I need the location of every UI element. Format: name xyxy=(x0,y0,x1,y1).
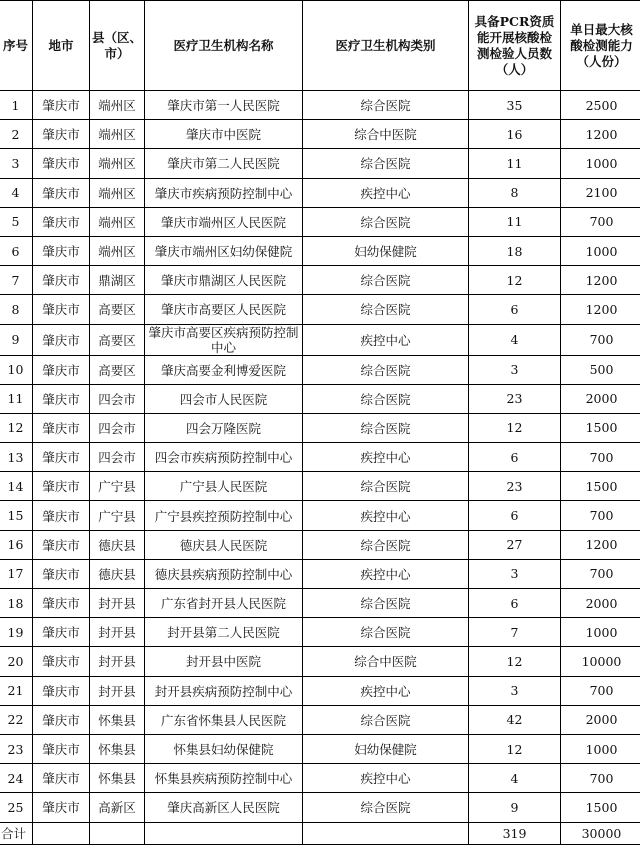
row-institution-type: 疾控中心 xyxy=(303,676,469,705)
row-institution-type: 妇幼保健院 xyxy=(303,734,469,763)
row-institution-name: 广宁县人民医院 xyxy=(145,472,303,501)
total-empty-cell xyxy=(145,822,303,844)
row-institution-name: 肇庆高新区人民医院 xyxy=(145,793,303,822)
row-city: 肇庆市 xyxy=(33,705,90,734)
row-staff-count: 23 xyxy=(469,472,561,501)
row-institution-name: 封开县第二人民医院 xyxy=(145,618,303,647)
row-staff-count: 6 xyxy=(469,443,561,472)
row-daily-capacity: 1200 xyxy=(561,530,640,559)
table-row xyxy=(0,149,640,178)
row-seq: 11 xyxy=(0,384,33,413)
row-daily-capacity: 2000 xyxy=(561,384,640,413)
row-staff-count: 42 xyxy=(469,705,561,734)
row-daily-capacity: 700 xyxy=(561,207,640,236)
row-city: 肇庆市 xyxy=(33,236,90,265)
total-row xyxy=(0,822,640,844)
row-institution-type: 疾控中心 xyxy=(303,764,469,793)
row-city: 肇庆市 xyxy=(33,472,90,501)
row-daily-capacity: 1500 xyxy=(561,472,640,501)
total-empty-cell xyxy=(33,822,90,844)
header-daily-capacity: 单日最大核酸检测能力（人份） xyxy=(561,1,640,91)
row-institution-name: 肇庆市第一人民医院 xyxy=(145,91,303,120)
row-seq: 9 xyxy=(0,324,33,355)
row-city: 肇庆市 xyxy=(33,618,90,647)
row-institution-type: 疾控中心 xyxy=(303,501,469,530)
row-city: 肇庆市 xyxy=(33,355,90,384)
row-seq: 21 xyxy=(0,676,33,705)
header-city: 地市 xyxy=(33,1,90,91)
table-row xyxy=(0,178,640,207)
row-county: 高要区 xyxy=(90,295,145,324)
row-daily-capacity: 1000 xyxy=(561,618,640,647)
row-institution-type: 综合医院 xyxy=(303,705,469,734)
table-row xyxy=(0,120,640,149)
row-institution-name: 肇庆市高要区疾病预防控制中心 xyxy=(145,324,303,355)
row-institution-name: 广东省怀集县人民医院 xyxy=(145,705,303,734)
row-staff-count: 12 xyxy=(469,413,561,442)
table-row xyxy=(0,647,640,676)
row-daily-capacity: 700 xyxy=(561,764,640,793)
row-staff-count: 11 xyxy=(469,149,561,178)
row-county: 高要区 xyxy=(90,355,145,384)
row-staff-count: 16 xyxy=(469,120,561,149)
row-daily-capacity: 1200 xyxy=(561,295,640,324)
row-institution-type: 疾控中心 xyxy=(303,443,469,472)
row-city: 肇庆市 xyxy=(33,207,90,236)
row-daily-capacity: 500 xyxy=(561,355,640,384)
row-staff-count: 3 xyxy=(469,355,561,384)
row-staff-count: 12 xyxy=(469,266,561,295)
row-staff-count: 23 xyxy=(469,384,561,413)
row-county: 四会市 xyxy=(90,384,145,413)
row-institution-name: 肇庆市中医院 xyxy=(145,120,303,149)
row-seq: 16 xyxy=(0,530,33,559)
row-staff-count: 6 xyxy=(469,589,561,618)
table-row xyxy=(0,764,640,793)
header-seq: 序号 xyxy=(0,1,33,91)
row-seq: 4 xyxy=(0,178,33,207)
table-row xyxy=(0,236,640,265)
row-institution-name: 怀集县妇幼保健院 xyxy=(145,734,303,763)
table-row xyxy=(0,530,640,559)
row-city: 肇庆市 xyxy=(33,413,90,442)
table-row xyxy=(0,559,640,588)
row-daily-capacity: 700 xyxy=(561,559,640,588)
row-institution-type: 综合医院 xyxy=(303,207,469,236)
row-city: 肇庆市 xyxy=(33,793,90,822)
row-institution-name: 肇庆市第二人民医院 xyxy=(145,149,303,178)
row-seq: 18 xyxy=(0,589,33,618)
header-institution-name: 医疗卫生机构名称 xyxy=(145,1,303,91)
row-daily-capacity: 2000 xyxy=(561,589,640,618)
table-row xyxy=(0,207,640,236)
row-institution-type: 综合医院 xyxy=(303,355,469,384)
table-row xyxy=(0,91,640,120)
row-seq: 3 xyxy=(0,149,33,178)
row-city: 肇庆市 xyxy=(33,764,90,793)
row-institution-name: 四会万隆医院 xyxy=(145,413,303,442)
row-daily-capacity: 1200 xyxy=(561,266,640,295)
row-seq: 17 xyxy=(0,559,33,588)
row-seq: 8 xyxy=(0,295,33,324)
row-county: 封开县 xyxy=(90,647,145,676)
row-seq: 12 xyxy=(0,413,33,442)
row-institution-type: 综合医院 xyxy=(303,530,469,559)
row-city: 肇庆市 xyxy=(33,501,90,530)
header-county: 县（区、市） xyxy=(90,1,145,91)
row-staff-count: 3 xyxy=(469,559,561,588)
row-institution-type: 综合医院 xyxy=(303,413,469,442)
row-county: 封开县 xyxy=(90,589,145,618)
row-county: 怀集县 xyxy=(90,764,145,793)
row-institution-type: 综合医院 xyxy=(303,295,469,324)
row-city: 肇庆市 xyxy=(33,559,90,588)
row-seq: 22 xyxy=(0,705,33,734)
row-institution-name: 德庆县疾病预防控制中心 xyxy=(145,559,303,588)
row-staff-count: 9 xyxy=(469,793,561,822)
table-row xyxy=(0,793,640,822)
row-county: 广宁县 xyxy=(90,472,145,501)
row-county: 德庆县 xyxy=(90,530,145,559)
header-staff-count: 具备PCR资质能开展核酸检测检验人员数（人） xyxy=(469,1,561,91)
row-county: 端州区 xyxy=(90,178,145,207)
row-city: 肇庆市 xyxy=(33,443,90,472)
total-staff: 319 xyxy=(469,822,561,844)
row-seq: 14 xyxy=(0,472,33,501)
row-city: 肇庆市 xyxy=(33,149,90,178)
row-county: 高要区 xyxy=(90,324,145,355)
row-staff-count: 12 xyxy=(469,734,561,763)
row-seq: 15 xyxy=(0,501,33,530)
row-seq: 20 xyxy=(0,647,33,676)
row-institution-type: 疾控中心 xyxy=(303,178,469,207)
row-institution-type: 综合中医院 xyxy=(303,120,469,149)
row-county: 端州区 xyxy=(90,149,145,178)
row-seq: 24 xyxy=(0,764,33,793)
table-row xyxy=(0,324,640,355)
row-staff-count: 4 xyxy=(469,764,561,793)
row-county: 鼎湖区 xyxy=(90,266,145,295)
row-county: 高新区 xyxy=(90,793,145,822)
row-institution-type: 综合医院 xyxy=(303,149,469,178)
row-seq: 2 xyxy=(0,120,33,149)
row-daily-capacity: 700 xyxy=(561,501,640,530)
row-seq: 25 xyxy=(0,793,33,822)
row-county: 怀集县 xyxy=(90,705,145,734)
row-city: 肇庆市 xyxy=(33,676,90,705)
header-row xyxy=(0,1,640,91)
row-institution-name: 肇庆市端州区妇幼保健院 xyxy=(145,236,303,265)
row-county: 德庆县 xyxy=(90,559,145,588)
row-county: 端州区 xyxy=(90,207,145,236)
row-institution-type: 疾控中心 xyxy=(303,324,469,355)
row-institution-type: 综合医院 xyxy=(303,793,469,822)
table-row xyxy=(0,295,640,324)
row-institution-type: 妇幼保健院 xyxy=(303,236,469,265)
table-row xyxy=(0,589,640,618)
row-seq: 23 xyxy=(0,734,33,763)
row-institution-name: 肇庆市鼎湖区人民医院 xyxy=(145,266,303,295)
row-institution-name: 肇庆高要金利博爱医院 xyxy=(145,355,303,384)
row-daily-capacity: 1500 xyxy=(561,413,640,442)
row-institution-type: 综合中医院 xyxy=(303,647,469,676)
row-institution-name: 广宁县疾控预防控制中心 xyxy=(145,501,303,530)
row-daily-capacity: 1000 xyxy=(561,236,640,265)
row-institution-name: 封开县中医院 xyxy=(145,647,303,676)
row-staff-count: 12 xyxy=(469,647,561,676)
table-row xyxy=(0,384,640,413)
row-staff-count: 3 xyxy=(469,676,561,705)
row-county: 封开县 xyxy=(90,676,145,705)
table-row xyxy=(0,472,640,501)
row-institution-name: 四会市人民医院 xyxy=(145,384,303,413)
table-body xyxy=(0,91,640,823)
row-staff-count: 6 xyxy=(469,295,561,324)
row-seq: 7 xyxy=(0,266,33,295)
row-daily-capacity: 1200 xyxy=(561,120,640,149)
row-staff-count: 18 xyxy=(469,236,561,265)
row-staff-count: 27 xyxy=(469,530,561,559)
row-staff-count: 7 xyxy=(469,618,561,647)
row-institution-type: 综合医院 xyxy=(303,266,469,295)
row-city: 肇庆市 xyxy=(33,647,90,676)
row-city: 肇庆市 xyxy=(33,384,90,413)
row-daily-capacity: 1000 xyxy=(561,149,640,178)
row-institution-type: 综合医院 xyxy=(303,589,469,618)
row-daily-capacity: 2100 xyxy=(561,178,640,207)
row-county: 广宁县 xyxy=(90,501,145,530)
table-row xyxy=(0,705,640,734)
row-seq: 13 xyxy=(0,443,33,472)
row-daily-capacity: 1000 xyxy=(561,734,640,763)
row-county: 四会市 xyxy=(90,443,145,472)
header-institution-type: 医疗卫生机构类别 xyxy=(303,1,469,91)
row-daily-capacity: 2000 xyxy=(561,705,640,734)
table-row xyxy=(0,734,640,763)
row-daily-capacity: 700 xyxy=(561,324,640,355)
row-institution-name: 肇庆市端州区人民医院 xyxy=(145,207,303,236)
row-staff-count: 8 xyxy=(469,178,561,207)
total-capacity: 30000 xyxy=(561,822,640,844)
row-city: 肇庆市 xyxy=(33,589,90,618)
row-institution-name: 肇庆市高要区人民医院 xyxy=(145,295,303,324)
row-institution-name: 怀集县疾病预防控制中心 xyxy=(145,764,303,793)
row-institution-type: 综合医院 xyxy=(303,384,469,413)
row-staff-count: 4 xyxy=(469,324,561,355)
row-seq: 10 xyxy=(0,355,33,384)
row-institution-type: 综合医院 xyxy=(303,618,469,647)
row-county: 端州区 xyxy=(90,91,145,120)
row-county: 端州区 xyxy=(90,236,145,265)
total-empty-cell xyxy=(90,822,145,844)
row-city: 肇庆市 xyxy=(33,530,90,559)
row-city: 肇庆市 xyxy=(33,295,90,324)
table-row xyxy=(0,676,640,705)
row-city: 肇庆市 xyxy=(33,120,90,149)
row-county: 四会市 xyxy=(90,413,145,442)
table-row xyxy=(0,413,640,442)
row-institution-type: 综合医院 xyxy=(303,91,469,120)
row-city: 肇庆市 xyxy=(33,734,90,763)
row-seq: 5 xyxy=(0,207,33,236)
row-city: 肇庆市 xyxy=(33,91,90,120)
row-institution-type: 综合医院 xyxy=(303,472,469,501)
table-row xyxy=(0,443,640,472)
row-daily-capacity: 1500 xyxy=(561,793,640,822)
row-seq: 6 xyxy=(0,236,33,265)
table-row xyxy=(0,618,640,647)
table-row xyxy=(0,501,640,530)
row-institution-name: 肇庆市疾病预防控制中心 xyxy=(145,178,303,207)
row-institution-name: 封开县疾病预防控制中心 xyxy=(145,676,303,705)
row-daily-capacity: 700 xyxy=(561,676,640,705)
row-institution-type: 疾控中心 xyxy=(303,559,469,588)
row-staff-count: 6 xyxy=(469,501,561,530)
row-staff-count: 11 xyxy=(469,207,561,236)
table-row xyxy=(0,266,640,295)
row-county: 封开县 xyxy=(90,618,145,647)
row-daily-capacity: 10000 xyxy=(561,647,640,676)
row-city: 肇庆市 xyxy=(33,178,90,207)
row-institution-name: 广东省封开县人民医院 xyxy=(145,589,303,618)
row-daily-capacity: 2500 xyxy=(561,91,640,120)
row-daily-capacity: 700 xyxy=(561,443,640,472)
row-county: 怀集县 xyxy=(90,734,145,763)
row-institution-name: 四会市疾病预防控制中心 xyxy=(145,443,303,472)
row-city: 肇庆市 xyxy=(33,266,90,295)
row-staff-count: 35 xyxy=(469,91,561,120)
total-empty-cell xyxy=(303,822,469,844)
row-seq: 1 xyxy=(0,91,33,120)
row-institution-name: 德庆县人民医院 xyxy=(145,530,303,559)
row-city: 肇庆市 xyxy=(33,324,90,355)
row-seq: 19 xyxy=(0,618,33,647)
row-county: 端州区 xyxy=(90,120,145,149)
table-row xyxy=(0,355,640,384)
total-label: 合计 xyxy=(0,822,33,844)
